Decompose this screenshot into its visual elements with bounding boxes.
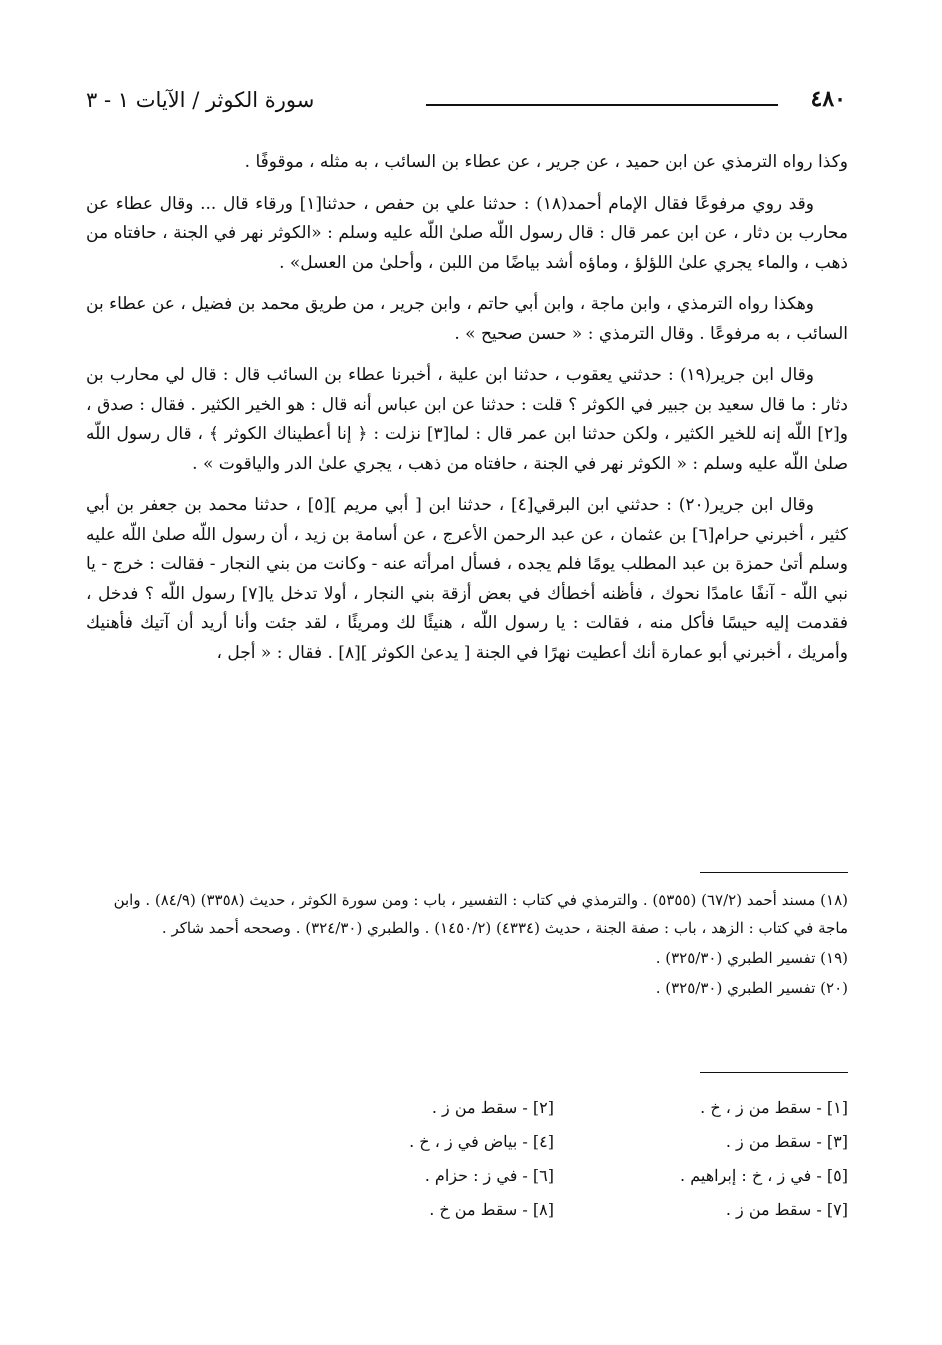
- page-number: ٤٨٠: [810, 86, 846, 112]
- running-title: سورة الكوثر / الآيات ١ - ٣: [86, 88, 315, 112]
- variant-note: [١] - سقط من ز ، خ .: [700, 1097, 848, 1117]
- footnotes: [100, 886, 848, 1004]
- variant-note: [٢] - سقط من ز .: [431, 1097, 554, 1117]
- paragraph-1: وكذا رواه الترمذي عن ابن حميد ، عن جرير ، عن عطاء بن السائب ، به مثله ، موقوفًا .: [244, 152, 848, 172]
- paragraph-2: وقد روي مرفوعًا فقال الإمام أحمد(١٨) : حدثنا علي بن حفص ، حدثنا[١] ورقاء قال ... وقال عطاء عن محارب بن دثار ، عن ابن عمر قال : قال رسول اللّه صلىٰ اللّه عليه وسلم : «الكوثر نهر في الجنة ، حافتاه من ذهب ، والماء يجري علىٰ اللؤلؤ ، وماؤه أشد بياضًا من اللبن ، وأحلىٰ من العسل» .: [86, 193, 848, 273]
- variant-row: [260, 1158, 848, 1192]
- paragraph-5: وقال ابن جرير(٢٠) : حدثني ابن البرقي[٤] ، حدثنا ابن [ أبي مريم ][٥] ، حدثنا محمد بن جعفر بن أبي كثير ، أخبرني حرام[٦] بن عثمان ، عن عبد الرحمن الأعرج ، عن أسامة بن زيد ، أن رسول اللّه صلىٰ اللّه عليه وسلم أتىٰ حمزة بن عبد المطلب يومًا فلم يجده ، فسأل امرأته عنه - وكانت من بني النجار - فقالت : خرج - يا نبي اللّه - آنفًا عامدًا نحوك ، فأظنه أخطأك في بعض أزقة بني النجار ، أولا تدخل يا[٧] رسول اللّه ؟ فدخل ، فقدمت إليه حيسًا فأكل منه ، فقالت : يا رسول اللّه ، هنيئًا لك ومريئًا ، لقد جئت وأنا أريد أن آتيك فأهنيك وأمريك ، أخبرني أبو عمارة أنك أعطيت نهرًا في الجنة [ يدعىٰ الكوثر ][٨] . فقال : « أجل ،: [86, 495, 848, 663]
- paragraph-4: وقال ابن جرير(١٩) : حدثني يعقوب ، حدثنا ابن علية ، أخبرنا عطاء بن السائب قال : قال لي محارب بن دثار : ما قال سعيد بن جبير في الكوثر ؟ قلت : حدثنا عن ابن عباس أنه قال : هو الخير الكثير . فقال : صدق ، و[٢] اللّه إنه للخير الكثير ، ولكن حدثنا ابن عمر قال : لما[٣] نزلت : ﴿ إنا أعطيناك الكوثر ﴾ ، قال رسول اللّه صلىٰ اللّه عليه وسلم : « الكوثر نهر في الجنة ، حافتاه من ذهب ، يجري علىٰ الدر والياقوت » .: [86, 365, 849, 474]
- variant-note: [٦] - في ز : حزام .: [424, 1165, 554, 1185]
- variant-row: [260, 1124, 848, 1158]
- variant-note: [٥] - في ز ، خ : إبراهيم .: [680, 1165, 848, 1185]
- main-text: [86, 148, 848, 680]
- footnote-20: (٢٠) تفسير الطبري (٣٢٥/٣٠) .: [655, 979, 848, 997]
- footnote-rule: [700, 872, 848, 873]
- variant-note: [٤] - بياض في ز ، خ .: [409, 1131, 554, 1151]
- variant-note: [٣] - سقط من ز .: [725, 1131, 848, 1151]
- paragraph-3: وهكذا رواه الترمذي ، وابن ماجة ، وابن أبي حاتم ، وابن جرير ، من طريق محمد بن فضيل ، عن عطاء بن السائب ، به مرفوعًا . وقال الترمذي : « حسن صحيح » .: [86, 294, 848, 344]
- variants-rule: [700, 1072, 848, 1073]
- footnote-19: (١٩) تفسير الطبري (٣٢٥/٣٠) .: [655, 949, 848, 967]
- footnote-18: (١٨) مسند أحمد (٦٧/٢) (٥٣٥٥) . والترمذي في كتاب : التفسير ، باب : ومن سورة الكوثر ، حديث (٣٣٥٨) (٨٤/٩) . وابن ماجة في كتاب : الزهد ، باب : صفة الجنة ، حديث (٤٣٣٤) (١٤٥٠/٢) . والطبري (٣٢٤/٣٠) . وصححه أحمد شاكر .: [113, 891, 848, 937]
- header-rule: [426, 104, 778, 106]
- variant-row: [260, 1192, 848, 1226]
- variant-note: [٧] - سقط من ز .: [725, 1199, 848, 1219]
- manuscript-variants: [260, 1090, 848, 1226]
- variant-row: [260, 1090, 848, 1124]
- variant-note: [٨] - سقط من خ .: [429, 1199, 554, 1219]
